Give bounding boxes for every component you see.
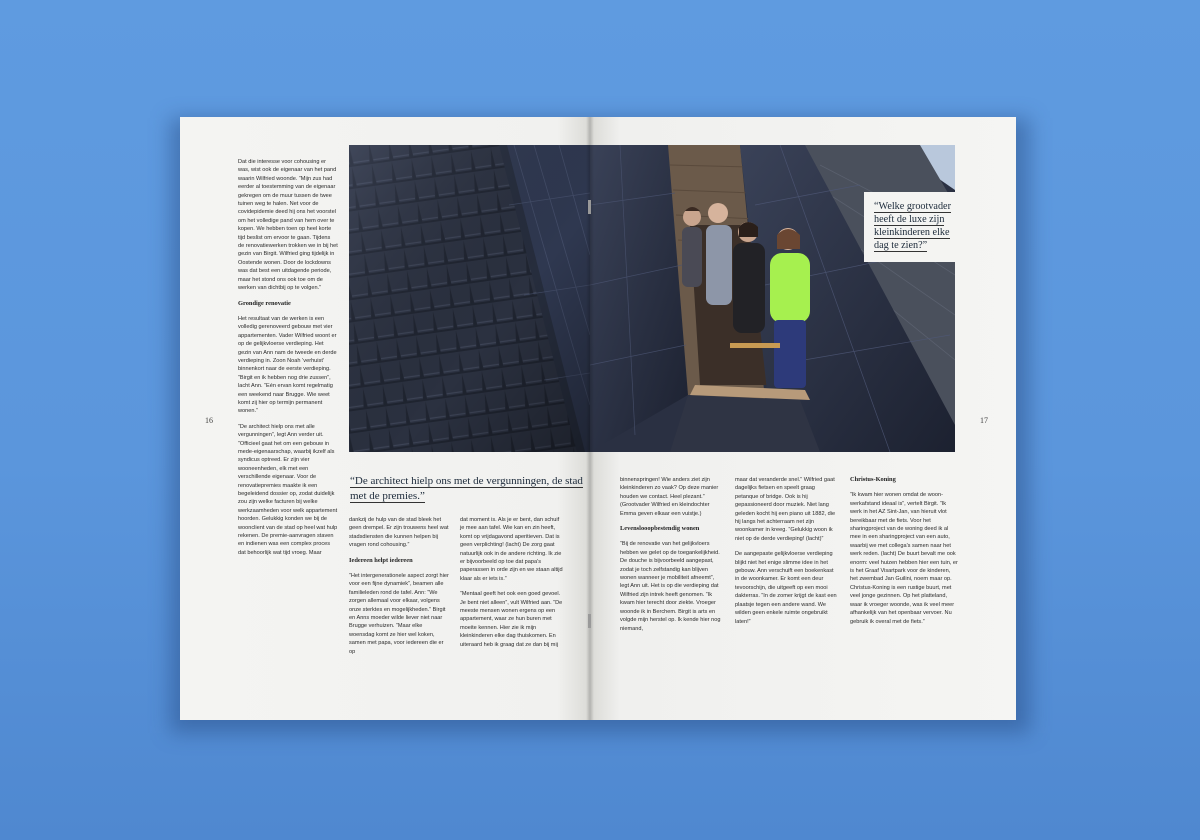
left-column-3	[460, 516, 564, 656]
paragraph: dat moment is. Als je er bent, dan schuif je mee aan tafel. Wie kan en zin heeft, komt op vrijdagavond aperitieven. Dat is geen verplichting! (lacht) De zorg gaat natuurlijk ook in de andere richting. Ik zie er bijvoorbeeld op toe dat papa's paperassen in orde zijn en we staan altijd klaar als er iets is.”	[460, 517, 563, 582]
left-column-2	[349, 516, 449, 663]
subheading: Levenslooopbestendig wonen	[620, 525, 700, 533]
paragraph: “Het intergenerationele aspect zorgt hier voor een fijne dynamiek”, beamen alle familieleden rond de tafel. Ann: “We zorgen allemaal voor elkaar, volgens onze sterktes en mogelijkheden.” Birgit en Anns moeder wilde liever niet naar Brugge verhuizen. “Maar elke woensdag komt ze hier wel koken, samen met papa, voor iedereen die er op	[349, 573, 449, 655]
binding-staple	[588, 614, 591, 628]
paragraph: “Ik kwam hier wonen omdat de woon-werkafstand ideaal is”, vertelt Birgit. “Ik werk in het AZ Sint-Jan, van hieruit vlot bereikbaar met de fiets. Voor het sharingproject van de woning deed ik al mee in een sharingproject van een auto, waarbij we met collega's samen naar het werk reden. (lacht) De buurt bevalt me ook enorm: veel huizen hebben hier een tuin, er is het Graaf Visartpark voor de kinderen, het zwembad Jan Guilini, noem maar op. Christus-Koning is een rustige buurt, met veel jonge gezinnen. Op het platteland, waar ik vroeger woonde, was ik veel meer afhankelijk van het openbaar vervoer. Nu gebruik ik overal met de fiets.”	[850, 492, 958, 625]
paragraph: “De architect hielp ons met alle vergunningen”, legt Ann verder uit. “Officieel gaat het om een gebouw in mede-eigenaarschap, waarbij ikzelf als syndicus optreed. Er zijn vier wooneenheden, elk met een verschillende eigenaar. Voor de renovatiepremies maakte ik een begeleidend dossier op, zodat duidelijk zou zijn welke facturen bij welke werkzaamheden voor welk appartement hoorden. Gelukkig konden we bij de woonclient van de stad op heel wat hulp rekenen. De premie-aanvragen staven en indienen was een complex proces dat behoorlijk wat tijd vroeg. Maar	[238, 423, 338, 556]
paragraph: maar dat veranderde snel.” Wilfried gaat dagelijks fietsen en speelt graag petanque of bridge. Ook is hij gepassioneerd door muziek. Niet lang geleden kocht hij een piano uit 1882, die hij langs het achterraam net zijn woonkamer in kreeg. “Gelukkig woon ik niet op de derde verdieping! (lacht)”	[735, 477, 836, 542]
page-number-right: 17	[980, 416, 988, 425]
paragraph: dankzij de hulp van de stad bleek het geen drempel. Er zijn trouwens heel wat stadsdiensten die kunnen helpen bij vragen rond cohousing.”	[349, 517, 449, 549]
photo-left-half	[349, 145, 590, 452]
pull-quote-callout	[864, 192, 968, 262]
callout-text: “Welke grootvader heeft de luxe zijn kleinkinderen elke dag te zien?”	[874, 201, 951, 251]
paragraph: “Mentaal geeft het ook een goed gevoel. Je bent niet alleen”, vult Wilfried aan. “De meeste mensen wonen ergens op een appartement, waar ze hun buren met moeite kennen. Hier zie ik mijn kleinkinderen elke dag thuiskomen. En uiteraard heb ik graag dat ze dan bij mij	[460, 591, 563, 648]
right-column-3	[850, 476, 958, 633]
pull-quote-text: “De architect hielp ons met de vergunningen, de stad met de premies.”	[350, 475, 583, 502]
page-number-left: 16	[205, 416, 213, 425]
binding-staple	[588, 200, 591, 214]
right-column-1	[620, 476, 724, 640]
paragraph: Het resultaat van de werken is een volledig gerenoveerd gebouw met vier appartementen. Vader Wilfried woont er op de gelijkvloerse verdieping. Het gezin van Ann nam de tweede en derde verdieping in. Zoon Noah ‘verhuist’ binnenkort naar de eerste verdieping. “Birgit en ik hebben nog drie zussen”, lacht Ann. “Eén ervan komt regelmatig een weekend naar Brugge. Wie weet komt zij hier op termijn permanent wonen.”	[238, 315, 337, 415]
subheading: Iedereen helpt iedereen	[349, 556, 413, 564]
paragraph: binnenspringen! Wie anders ziet zijn kleinkinderen zo vaak? Op deze manier houden we contact. Heel plezant.” (Grootvader Wilfried en kleindochter Emma geven elkaar een vuistje.)	[620, 477, 719, 517]
paragraph: “Bij de renovatie van het gelijkvloers hebben we gelet op de toegankelijkheid. De douche is bijvoorbeeld aangepast, zodat je toch zelfstandig kan blijven wonen wanneer je mobiliteit afneemt”, legt Ann uit. Het is op die verdieping dat Wilfried zijn intrek heeft genomen. “Ik kwam hier terecht door ziekte. Vroeger woonde ik in Berchem. Birgit is arts en volgde mijn herstel op. Ik kende hier nog niemand,	[620, 541, 721, 632]
right-column-2	[735, 476, 837, 633]
pull-quote-left	[350, 474, 590, 503]
paragraph: Dat die interesse voor cohousing er was, wist ook de eigenaar van het pand waarin Wilfried woonde. “Mijn zus had eerder al toestemming van de eigenaar gekregen om de muur tussen de twee tuinen weg te halen. Net voor de covidepidemie deed hij ons het voorstel om het volledige pand van hem over te kopen. We hebben toen op heel korte tijd beslist om ervoor te gaan. Tijdens de renovatiewerken trokken we in bij het gezin van Birgit. Wilfried ging tijdelijk in Oostende wonen. Door de lockdowns was dat best een uitdagende periode, maar het stond ons ook toe om de werken van dichtbij op te volgen.”	[238, 159, 338, 292]
left-column-1	[238, 158, 338, 564]
paragraph: De aangepaste gelijkvloerse verdieping blijkt niet het enige slimme idee in het gebouw. Ann verschuift een boekenkast in de woonkamer. Er komt een deur tevoorschijn, die uitgeeft op een mooi dakterras. “In de zomer krijgt de kast een plaatsje tegen een andere wand. We wilden geen enkele ruimte ongebruikt laten!”	[735, 551, 837, 625]
subheading: Grondige renovatie	[238, 299, 291, 307]
subheading: Christus-Koning	[850, 476, 896, 483]
